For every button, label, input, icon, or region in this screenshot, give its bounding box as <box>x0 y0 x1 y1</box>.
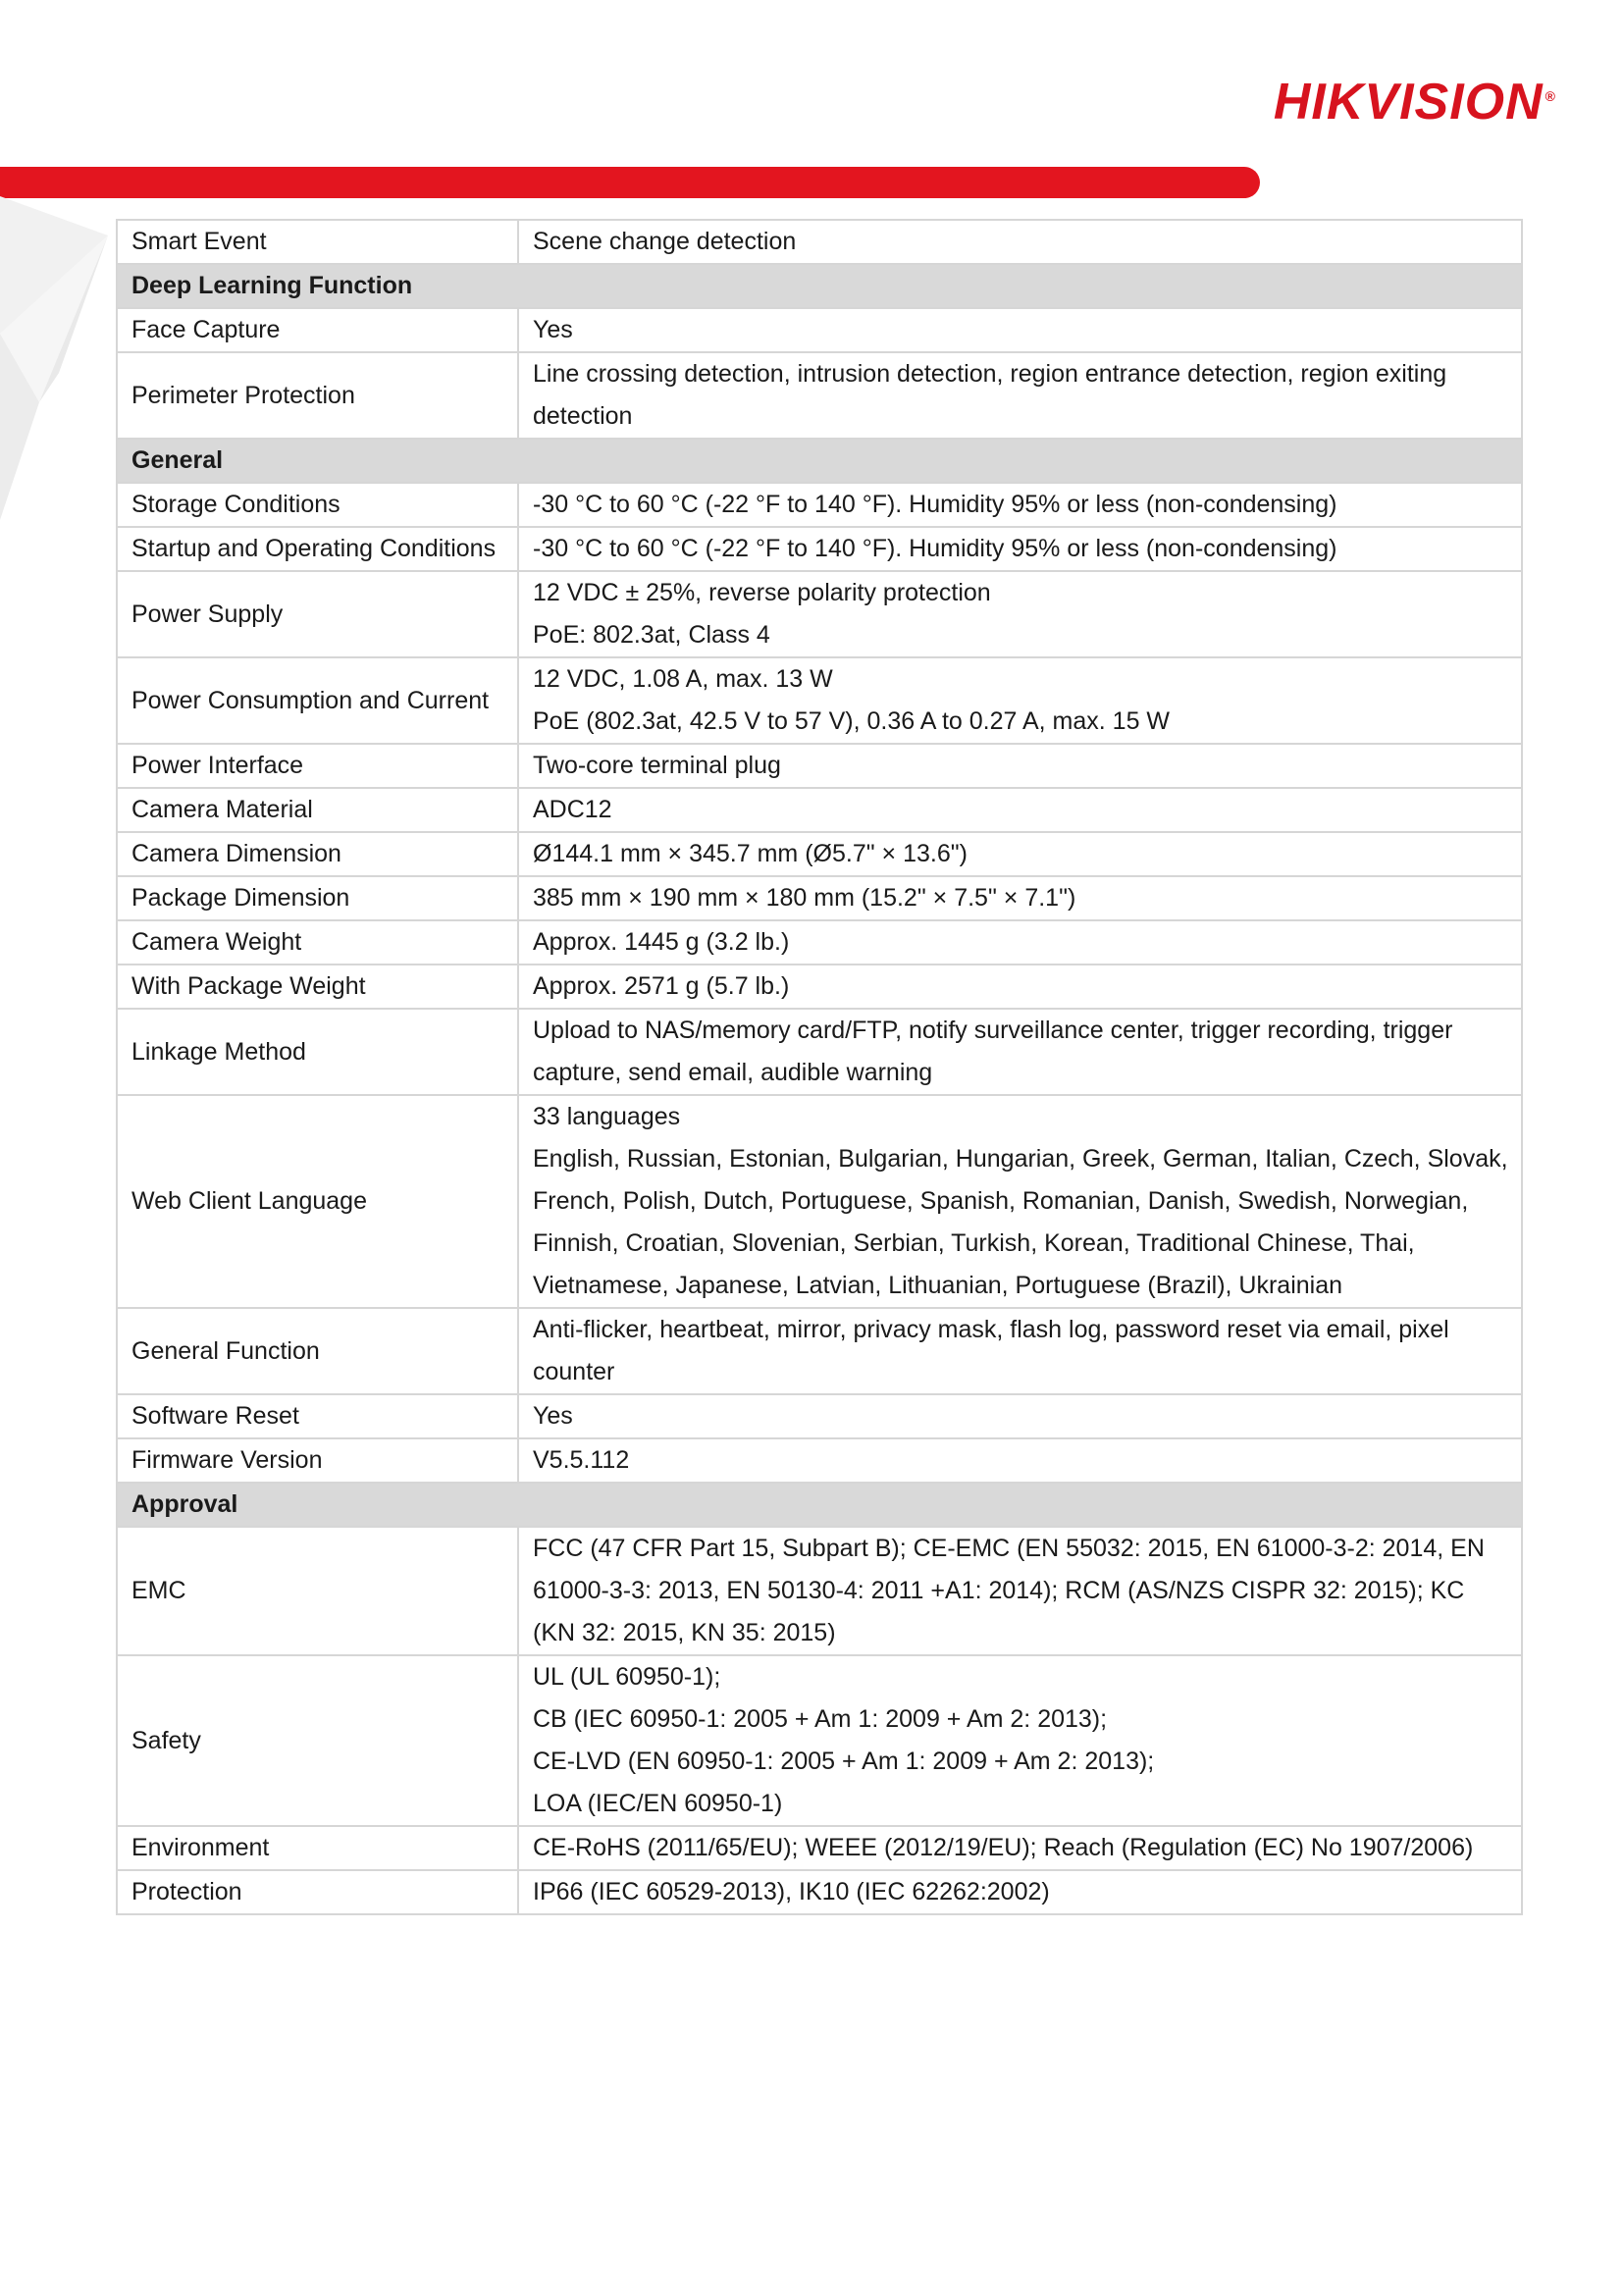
spec-key: Camera Weight <box>117 920 518 965</box>
spec-row <box>117 352 1522 439</box>
spec-value <box>518 1655 1522 1826</box>
spec-key: Web Client Language <box>117 1095 518 1308</box>
spec-row <box>117 483 1522 527</box>
spec-value-line: Yes <box>533 316 573 343</box>
spec-value-line: Anti-flicker, heartbeat, mirror, privacy mask, flash log, password reset via email, pixel counter <box>533 1316 1449 1385</box>
spec-key: Camera Dimension <box>117 832 518 876</box>
spec-value-line: Upload to NAS/memory card/FTP, notify surveillance center, trigger recording, trigger capture, send email, audible warning <box>533 1017 1453 1086</box>
spec-value-line: Scene change detection <box>533 228 797 255</box>
spec-value-line: Approx. 1445 g (3.2 lb.) <box>533 928 790 956</box>
spec-key: Power Supply <box>117 571 518 657</box>
spec-value <box>518 876 1522 920</box>
spec-key: Package Dimension <box>117 876 518 920</box>
spec-value <box>518 920 1522 965</box>
section-title: Deep Learning Function <box>117 264 1522 308</box>
spec-table <box>116 219 1523 1915</box>
spec-value <box>518 1009 1522 1095</box>
section-header-row <box>117 439 1522 483</box>
spec-table-body <box>117 220 1522 1914</box>
spec-row <box>117 220 1522 264</box>
spec-row <box>117 527 1522 571</box>
spec-value-line: PoE (802.3at, 42.5 V to 57 V), 0.36 A to 0.27 A, max. 15 W <box>533 707 1171 735</box>
spec-key: Power Interface <box>117 744 518 788</box>
spec-key: Perimeter Protection <box>117 352 518 439</box>
spec-row <box>117 920 1522 965</box>
spec-value-line: 385 mm × 190 mm × 180 mm (15.2" × 7.5" × 7.1") <box>533 884 1076 912</box>
spec-value-line: 12 VDC ± 25%, reverse polarity protection <box>533 579 991 606</box>
spec-key: General Function <box>117 1308 518 1394</box>
spec-value <box>518 1095 1522 1308</box>
spec-key: Environment <box>117 1826 518 1870</box>
spec-key: Software Reset <box>117 1394 518 1438</box>
spec-row <box>117 1308 1522 1394</box>
spec-key: Storage Conditions <box>117 483 518 527</box>
spec-value-line: Two-core terminal plug <box>533 752 781 779</box>
spec-value <box>518 788 1522 832</box>
spec-value-line: IP66 (IEC 60529-2013), IK10 (IEC 62262:2002) <box>533 1878 1050 1905</box>
spec-value-line: UL (UL 60950-1); <box>533 1663 721 1691</box>
spec-value-line: PoE: 802.3at, Class 4 <box>533 621 770 649</box>
spec-row <box>117 1095 1522 1308</box>
spec-key: Safety <box>117 1655 518 1826</box>
spec-key: Startup and Operating Conditions <box>117 527 518 571</box>
registered-mark: ® <box>1544 87 1556 104</box>
spec-value-line: Line crossing detection, intrusion detection, region entrance detection, region exiting detection <box>533 360 1447 430</box>
spec-value-line: Ø144.1 mm × 345.7 mm (Ø5.7" × 13.6") <box>533 840 968 867</box>
spec-value-line: CE-RoHS (2011/65/EU); WEEE (2012/19/EU); Reach (Regulation (EC) No 1907/2006) <box>533 1834 1474 1861</box>
spec-row <box>117 571 1522 657</box>
spec-value-line: Approx. 2571 g (5.7 lb.) <box>533 972 790 1000</box>
spec-key: Power Consumption and Current <box>117 657 518 744</box>
spec-value <box>518 527 1522 571</box>
spec-row <box>117 1870 1522 1914</box>
spec-value-line: ADC12 <box>533 796 612 823</box>
spec-value-line: 33 languages <box>533 1103 681 1130</box>
spec-row <box>117 657 1522 744</box>
spec-value <box>518 1394 1522 1438</box>
spec-row <box>117 1655 1522 1826</box>
spec-value <box>518 657 1522 744</box>
spec-key: Camera Material <box>117 788 518 832</box>
spec-value-line: CB (IEC 60950-1: 2005 + Am 1: 2009 + Am 2: 2013); <box>533 1705 1108 1733</box>
spec-key: With Package Weight <box>117 965 518 1009</box>
spec-value-line: English, Russian, Estonian, Bulgarian, Hungarian, Greek, German, Italian, Czech, Slovak, French, Polish, Dutch, Portuguese, Spanish, Romanian, Danish, Swedish, Norwegian, Finnish, Croatian, Slovenian, Serbian, Turkish, Korean, Traditional Chinese, Thai, Vietnamese, Japanese, Latvian, Lithuanian, Portuguese (Brazil), Ukrainian <box>533 1145 1508 1299</box>
section-title: Approval <box>117 1483 1522 1527</box>
spec-key: Protection <box>117 1870 518 1914</box>
spec-key: Smart Event <box>117 220 518 264</box>
spec-value <box>518 832 1522 876</box>
spec-row <box>117 744 1522 788</box>
spec-row <box>117 1438 1522 1483</box>
spec-row <box>117 788 1522 832</box>
spec-value <box>518 483 1522 527</box>
spec-key: Face Capture <box>117 308 518 352</box>
spec-value <box>518 220 1522 264</box>
spec-row <box>117 965 1522 1009</box>
spec-value-line: LOA (IEC/EN 60950-1) <box>533 1790 783 1817</box>
spec-key: Linkage Method <box>117 1009 518 1095</box>
spec-value-line: FCC (47 CFR Part 15, Subpart B); CE-EMC (EN 55032: 2015, EN 61000-3-2: 2014, EN 61000-3-3: 2013, EN 50130-4: 2011 +A1: 2014); RCM (AS/NZS CISPR 32: 2015); KC (KN 32: 2015, KN 35: 2015) <box>533 1535 1485 1646</box>
brand-logo <box>1274 73 1556 131</box>
section-header-row <box>117 264 1522 308</box>
spec-value-line: 12 VDC, 1.08 A, max. 13 W <box>533 665 833 693</box>
spec-value <box>518 965 1522 1009</box>
spec-value <box>518 1826 1522 1870</box>
spec-value <box>518 1527 1522 1655</box>
spec-key: EMC <box>117 1527 518 1655</box>
spec-value <box>518 1870 1522 1914</box>
spec-row <box>117 832 1522 876</box>
spec-row <box>117 308 1522 352</box>
spec-value <box>518 1438 1522 1483</box>
section-title: General <box>117 439 1522 483</box>
spec-row <box>117 876 1522 920</box>
spec-value-line: -30 °C to 60 °C (-22 °F to 140 °F). Humidity 95% or less (non-condensing) <box>533 535 1337 562</box>
decorative-shard-graphic <box>0 196 118 530</box>
spec-value-line: -30 °C to 60 °C (-22 °F to 140 °F). Humidity 95% or less (non-condensing) <box>533 491 1337 518</box>
spec-value-line: Yes <box>533 1402 573 1430</box>
spec-row <box>117 1394 1522 1438</box>
spec-row <box>117 1826 1522 1870</box>
spec-value <box>518 571 1522 657</box>
header-red-band <box>0 167 1260 198</box>
spec-value <box>518 744 1522 788</box>
spec-row <box>117 1009 1522 1095</box>
spec-value-line: CE-LVD (EN 60950-1: 2005 + Am 1: 2009 + Am 2: 2013); <box>533 1748 1155 1775</box>
section-header-row <box>117 1483 1522 1527</box>
spec-row <box>117 1527 1522 1655</box>
spec-value <box>518 352 1522 439</box>
spec-value <box>518 1308 1522 1394</box>
brand-logo-text: HIKVISION <box>1273 74 1544 130</box>
spec-key: Firmware Version <box>117 1438 518 1483</box>
spec-value-line: V5.5.112 <box>533 1446 630 1474</box>
spec-value <box>518 308 1522 352</box>
